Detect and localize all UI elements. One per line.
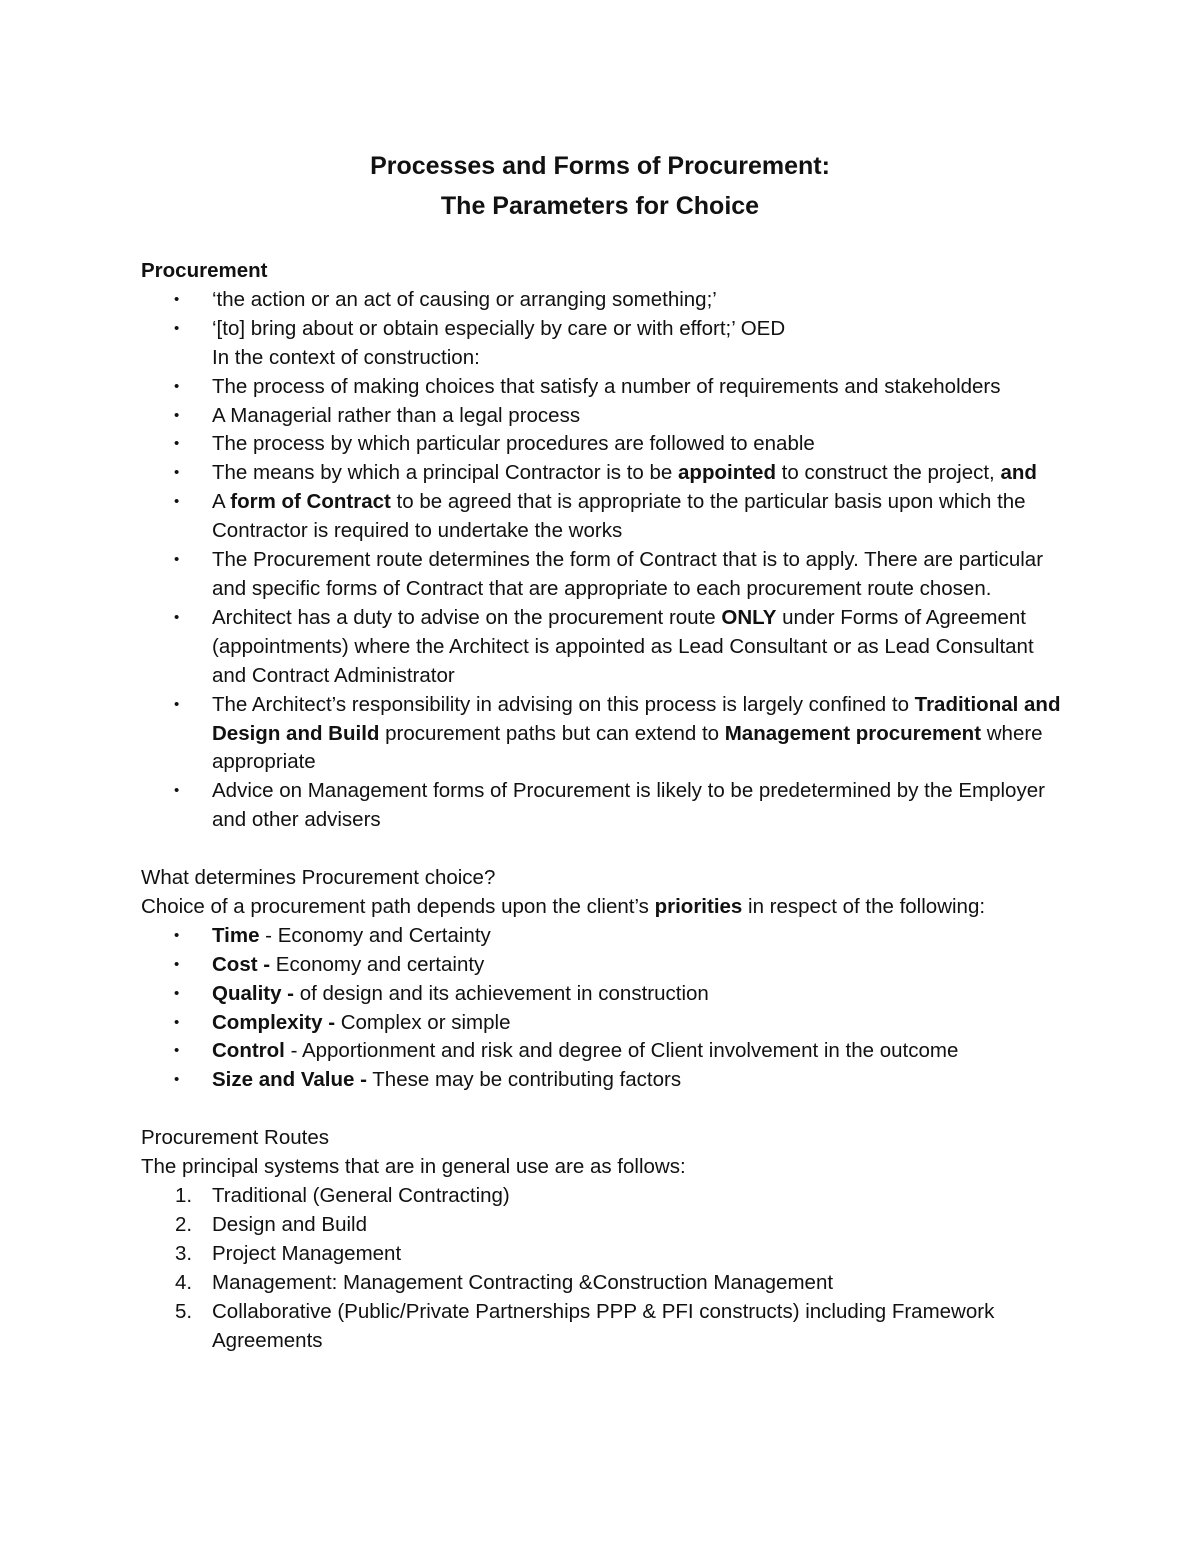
list-item: 4. Management: Management Contracting &Construction Management xyxy=(141,1269,1071,1298)
list-item: • The process by which particular procedures are followed to enable xyxy=(141,430,1071,459)
list-item: 3. Project Management xyxy=(141,1240,1071,1269)
list-item: • Advice on Management forms of Procurement is likely to be predetermined by the Employer and other advisers xyxy=(174,779,1045,832)
procurement-points-list xyxy=(141,373,1071,836)
list-item: • ‘[to] bring about or obtain especially by care or with effort;’ OED xyxy=(141,315,1071,344)
document-title xyxy=(0,146,1200,226)
bullet-icon: • xyxy=(174,1042,180,1060)
bullet-icon: • xyxy=(174,493,180,511)
construction-context-label: In the context of construction: xyxy=(212,345,480,369)
list-item: • ‘the action or an act of causing or arranging something;’ xyxy=(141,286,1071,315)
list-item: • Time - Economy and Certainty xyxy=(141,922,1071,951)
list-item: • Architect has a duty to advise on the procurement route ONLY under Forms of Agreement (appointments) where the Architect is appointed as Lead Consultant or as Lead Consultant and Contract Administrator xyxy=(174,605,1034,687)
document-body xyxy=(141,257,1071,1355)
bullet-icon: • xyxy=(174,1071,180,1089)
list-item: 2. Design and Build xyxy=(141,1211,1071,1240)
list-item: • Quality - of design and its achievement in construction xyxy=(141,980,1071,1009)
title-line-1: Processes and Forms of Procurement: xyxy=(370,152,830,180)
bullet-icon: • xyxy=(174,377,180,395)
list-item: • The Architect’s responsibility in advising on this process is largely confined to Traditional and Design and Build procurement paths but can extend to Management procurement where appropriate xyxy=(174,692,1061,774)
list-item: • Cost - Economy and certainty xyxy=(141,951,1071,980)
list-item: • The Procurement route determines the form of Contract that is to apply. There are particular and specific forms of Contract that are appropriate to each procurement route chosen. xyxy=(174,548,1044,600)
choice-intro: Choice of a procurement path depends upon the client’s priorities in respect of the following: xyxy=(141,894,986,918)
bullet-icon: • xyxy=(174,290,180,308)
bullet-icon: • xyxy=(174,782,180,800)
list-item: • Size and Value - These may be contributing factors xyxy=(141,1066,1071,1095)
choice-factors-list xyxy=(141,922,1071,1095)
list-number: 2. xyxy=(175,1212,193,1236)
routes-list xyxy=(141,1182,1071,1355)
routes-intro: The principal systems that are in general use are as follows: xyxy=(141,1155,686,1179)
bullet-icon: • xyxy=(174,464,180,482)
list-item: • A Managerial rather than a legal process xyxy=(141,402,1071,431)
list-item: • A form of Contract to be agreed that is appropriate to the particular basis upon which the Contractor is required to undertake the works xyxy=(174,490,1026,543)
bullet-icon: • xyxy=(174,319,180,337)
list-number: 4. xyxy=(175,1270,193,1294)
list-item: • Complexity - Complex or simple xyxy=(141,1009,1071,1038)
bullet-icon: • xyxy=(174,435,180,453)
bullet-icon: • xyxy=(174,926,180,944)
bullet-icon: • xyxy=(174,955,180,973)
list-item: • Control - Apportionment and risk and degree of Client involvement in the outcome xyxy=(141,1037,1071,1066)
list-item: 5. Collaborative (Public/Private Partnerships PPP & PFI constructs) including Framework Agreements xyxy=(175,1299,995,1352)
list-number: 1. xyxy=(175,1183,193,1207)
bullet-icon: • xyxy=(174,406,180,424)
bullet-icon: • xyxy=(174,1013,180,1031)
list-number: 3. xyxy=(175,1241,193,1265)
bullet-icon: • xyxy=(174,551,180,569)
bullet-icon: • xyxy=(174,984,180,1002)
section-spacer xyxy=(141,1095,1071,1124)
routes-heading: Procurement Routes xyxy=(141,1126,330,1150)
bullet-icon: • xyxy=(174,608,180,626)
section-spacer xyxy=(141,835,1071,864)
list-number: 5. xyxy=(175,1299,193,1323)
choice-heading: What determines Procurement choice? xyxy=(141,866,496,890)
bullet-icon: • xyxy=(174,695,180,713)
procurement-heading: Procurement xyxy=(141,259,268,282)
list-item: • The means by which a principal Contractor is to be appointed to construct the project, and xyxy=(141,459,1071,488)
list-item: • The process of making choices that satisfy a number of requirements and stakeholders xyxy=(141,373,1071,402)
title-line-2: The Parameters for Choice xyxy=(440,192,760,220)
procurement-definitions-list xyxy=(141,286,1071,344)
list-item: 1. Traditional (General Contracting) xyxy=(141,1182,1071,1211)
